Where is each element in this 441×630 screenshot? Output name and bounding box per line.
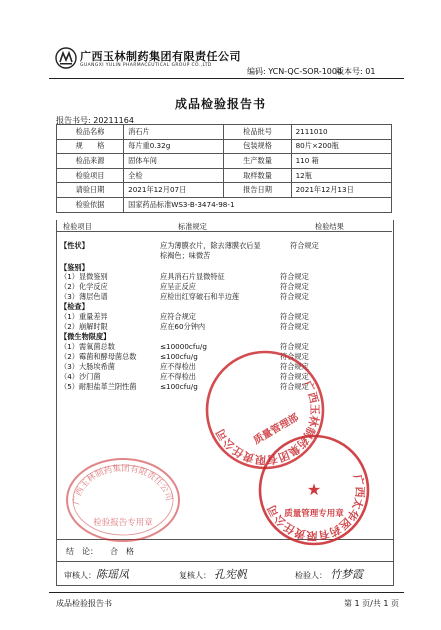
standard-text: 应为薄膜衣片，除去薄膜衣后显 (160, 241, 261, 250)
cell-label: 包装规格 (224, 139, 291, 154)
version-number: 版本号: 01 (336, 67, 376, 76)
checker-label: 复核人： (179, 571, 211, 580)
cell-value: 每片重0.32g (124, 139, 224, 154)
document-code: 编码: YCN-QC-SOR-1004 (247, 67, 343, 76)
inspector-signature: 竹梦霞 (330, 568, 363, 581)
test-item: （2）崩解时限 (60, 322, 108, 331)
checker-signature: 孔宪帆 (214, 568, 247, 581)
cell-value: 全检 (124, 168, 224, 183)
stamp-ring-text: 广西玉林制药集团有限责任公司 (213, 378, 322, 467)
company-logo (55, 47, 77, 69)
result-text: 符合规定 (280, 272, 309, 281)
result-text: 符合规定 (280, 382, 309, 391)
cell-label: 取样数量 (224, 168, 291, 183)
company-name: 广西玉林制药集团有限责任公司 (80, 50, 241, 63)
cell-label: 检品来源 (57, 154, 124, 169)
test-item: （1）显微鉴别 (60, 272, 108, 281)
cell-value: 2021年12月13日 (291, 183, 391, 198)
result-text: 符合规定 (280, 342, 309, 351)
cell-label: 规 格 (57, 139, 124, 154)
result-text: 符合规定 (280, 282, 309, 291)
test-item: （3）大肠埃希菌 (60, 362, 115, 371)
column-header-standard: 标准规定 (178, 222, 207, 231)
header-divider (49, 78, 404, 79)
section-check: 【检查】 (60, 302, 89, 311)
cell-value: 12瓶 (291, 168, 391, 183)
result-text: 符合规定 (280, 362, 309, 371)
result-text: 符合规定 (280, 292, 309, 301)
page-number: 第 1 页/共 1 页 (344, 599, 400, 608)
qc-report-stamp (63, 455, 183, 545)
standard-text: 应不得检出 (160, 362, 196, 371)
standard-text: ≤100cfu/g (160, 382, 198, 391)
cell-label: 生产数量 (224, 154, 291, 169)
report-number: 报告书号: 20211164 (56, 116, 134, 125)
conclusion-label: 结 论： (66, 547, 98, 556)
standard-text: ≤10000cfu/g (160, 342, 207, 351)
column-header-result: 检验结果 (315, 222, 344, 231)
footer-divider (49, 592, 404, 593)
section-microbial: 【微生物限度】 (60, 332, 111, 341)
reviewer-label: 审核人： (64, 571, 96, 580)
footer-title: 成品检验报告书 (56, 599, 112, 608)
cell-label: 请验日期 (57, 183, 124, 198)
section-identification: 【鉴别】 (60, 263, 89, 272)
cell-value: 110 箱 (291, 154, 391, 169)
result-text: 符合规定 (280, 352, 309, 361)
test-item: （2）化学反应 (60, 282, 108, 291)
taihua-qa-stamp (256, 432, 372, 548)
test-item: （2）霉菌和酵母菌总数 (60, 352, 137, 361)
product-info-table (56, 124, 392, 213)
result-text: 符合规定 (280, 322, 309, 331)
column-header-divider (56, 231, 392, 232)
standard-text: 应检出红穿破石和半边莲 (160, 292, 240, 301)
standard-text: 应呈正反应 (160, 282, 196, 291)
cell-label: 检验项目 (57, 168, 124, 183)
standard-text: 应具消石片显微特征 (160, 272, 225, 281)
test-item: （4）沙门菌 (60, 372, 101, 381)
reviewer-signature: 陈瑶凤 (96, 568, 129, 581)
standard-text: 应符合规定 (160, 312, 196, 321)
cell-value: 2021年12月07日 (124, 183, 224, 198)
cell-label: 报告日期 (224, 183, 291, 198)
report-title: 成品检验报告书 (174, 97, 266, 111)
cell-label: 检品批号 (224, 125, 291, 140)
cell-value: 消石片 (124, 125, 224, 140)
test-item: （5）耐胆盐革兰阴性菌 (60, 382, 137, 391)
stamp-center-text: 质量管理专用章 (284, 509, 344, 519)
result-text: 符合规定 (290, 241, 319, 250)
cell-label: 检品名称 (57, 125, 124, 140)
standard-text: 应在60分钟内 (160, 322, 206, 331)
result-text: 符合规定 (280, 312, 309, 321)
cell-value: 国家药品标准WS3-B-3474-98-1 (124, 197, 392, 212)
standard-text: 应不得检出 (160, 372, 196, 381)
conclusion-row (56, 539, 394, 562)
column-header-item: 检验项目 (63, 222, 92, 231)
stamp-ring-text: 广西太华医药有限责任公司 (265, 473, 367, 543)
section-appearance: 【性状】 (60, 241, 89, 250)
stamp-ring-text: 广西玉林制药集团有限责任公司 (71, 463, 174, 506)
conclusion-value: 合 格 (110, 547, 134, 556)
test-item: （3）薄层色谱 (60, 292, 108, 301)
standard-text: 棕褐色；味微苦 (160, 251, 211, 260)
stamp-center-text: 质量管理部 (251, 412, 301, 447)
standard-text: ≤100cfu/g (160, 352, 198, 361)
test-item: （1）需氧菌总数 (60, 342, 115, 351)
test-item: （1）重量差异 (60, 312, 108, 321)
star-icon: ★ (306, 480, 322, 499)
company-name-english: GUANGXI YULIN PHARMACEUTICAL GROUP CO.,LTD (80, 63, 212, 68)
stamp-center-text: 检验报告专用章 (93, 518, 153, 528)
cell-value: 80片×200瓶 (291, 139, 391, 154)
cell-value: 固体车间 (124, 154, 224, 169)
result-text: 符合规定 (280, 372, 309, 381)
cell-value: 2111010 (291, 125, 391, 140)
inspector-label: 检验人： (295, 571, 327, 580)
cell-label: 检验依据 (57, 197, 124, 212)
